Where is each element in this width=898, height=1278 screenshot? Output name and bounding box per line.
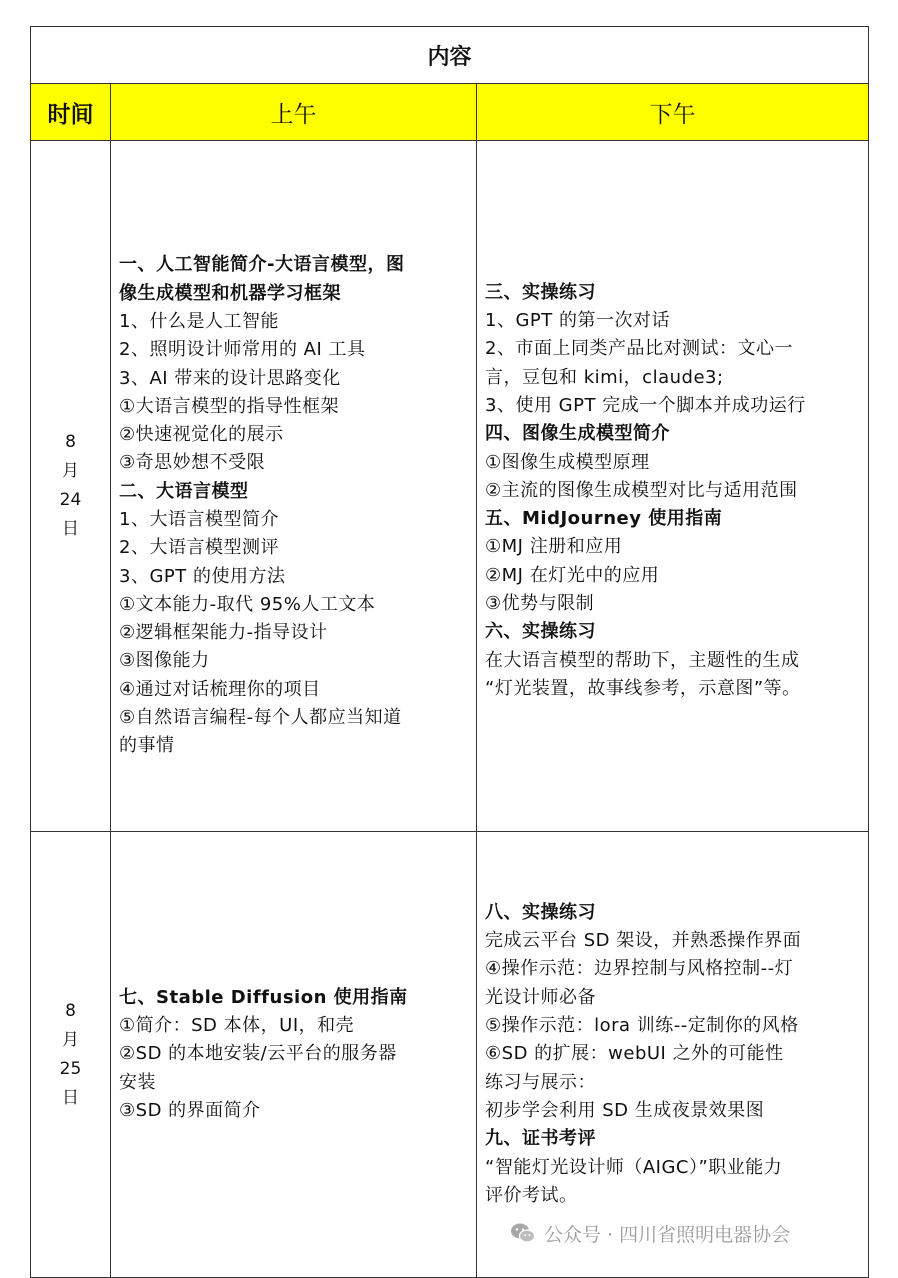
section-heading: 六、实操练习 — [485, 621, 596, 643]
header-morning: 上午 — [111, 84, 477, 141]
list-item: 2、照明设计师常用的 AI 工具 — [119, 339, 366, 361]
list-item: ④通过对话梳理你的项目 — [119, 678, 321, 700]
list-item: 初步学会利用 SD 生成夜景效果图 — [485, 1099, 765, 1121]
list-item: ②逻辑框架能力-指导设计 — [119, 622, 328, 644]
section-heading: 四、图像生成模型简介 — [485, 423, 670, 445]
list-item: 完成云平台 SD 架设，并熟悉操作界面 — [485, 930, 802, 952]
list-item: ①简介：SD 本体，UI，和壳 — [119, 1015, 355, 1037]
table-row — [31, 832, 869, 1278]
list-item: 的事情 — [119, 735, 175, 757]
list-item: 3、GPT 的使用方法 — [119, 565, 286, 587]
watermark — [510, 1218, 790, 1248]
list-item: 1、GPT 的第一次对话 — [485, 310, 670, 332]
date-cell — [31, 832, 111, 1278]
header-afternoon: 下午 — [477, 84, 869, 141]
section-heading: 七、Stable Diffusion 使用指南 — [119, 986, 408, 1008]
morning-content — [111, 832, 477, 1278]
list-item: 光设计师必备 — [485, 986, 596, 1008]
list-item: 3、使用 GPT 完成一个脚本并成功运行 — [485, 394, 806, 416]
date-month: 8 — [65, 1000, 76, 1021]
section-heading: 二、大语言模型 — [119, 480, 249, 502]
list-item: 练习与展示： — [485, 1071, 596, 1093]
date-day: 25 — [59, 1058, 82, 1079]
list-item: ③SD 的界面简介 — [119, 1099, 261, 1121]
morning-content — [111, 141, 477, 832]
list-item: ②快速视觉化的展示 — [119, 424, 284, 446]
section-heading: 三、实操练习 — [485, 281, 596, 303]
section-heading: 五、MidJourney 使用指南 — [485, 508, 723, 530]
section-heading: 八、实操练习 — [485, 901, 596, 923]
list-item: 2、大语言模型测评 — [119, 537, 279, 559]
header-time: 时间 — [31, 84, 111, 141]
list-item: 1、什么是人工智能 — [119, 310, 279, 332]
header-row — [31, 84, 869, 141]
list-item: ①图像生成模型原理 — [485, 451, 650, 473]
list-item: ②主流的图像生成模型对比与适用范围 — [485, 479, 798, 501]
table-title: 内容 — [31, 27, 869, 84]
watermark-text: 公众号 · 四川省照明电器协会 — [544, 1223, 791, 1246]
date-month: 8 — [65, 432, 76, 452]
date-day-unit: 日 — [62, 519, 79, 539]
date-day-unit: 日 — [62, 1087, 79, 1108]
date-cell — [31, 141, 111, 832]
list-item: 在大语言模型的帮助下，主题性的生成 — [485, 649, 800, 671]
list-item: ③优势与限制 — [485, 593, 595, 615]
list-item: “智能灯光设计师（AIGC）”职业能力 — [485, 1156, 783, 1178]
list-item: 安装 — [119, 1071, 156, 1093]
list-item: 3、AI 带来的设计思路变化 — [119, 367, 341, 389]
list-item: ①MJ 注册和应用 — [485, 536, 623, 558]
list-item: ⑤操作示范：lora 训练--定制你的风格 — [485, 1015, 799, 1037]
list-item: “灯光装置，故事线参考，示意图”等。 — [485, 677, 801, 699]
list-item: ②SD 的本地安装/云平台的服务器 — [119, 1043, 397, 1065]
list-item: 2、市面上同类产品比对测试：文心一 — [485, 338, 793, 360]
table-row — [31, 141, 869, 832]
list-item: ③奇思妙想不受限 — [119, 452, 266, 474]
list-item: 言，豆包和 kimi，claude3; — [485, 366, 724, 388]
schedule-table — [30, 26, 869, 1278]
list-item: ④操作示范：边界控制与风格控制--灯 — [485, 958, 794, 980]
list-item: ⑥SD 的扩展：webUI 之外的可能性 — [485, 1043, 784, 1065]
afternoon-content — [477, 832, 869, 1278]
afternoon-content — [477, 141, 869, 832]
list-item: ②MJ 在灯光中的应用 — [485, 564, 660, 586]
section-heading: 像生成模型和机器学习框架 — [119, 282, 341, 304]
list-item: 评价考试。 — [485, 1184, 578, 1206]
section-heading: 一、人工智能简介-大语言模型，图 — [119, 254, 405, 276]
list-item: ①文本能力-取代 95%人工文本 — [119, 593, 376, 615]
list-item: ①大语言模型的指导性框架 — [119, 395, 340, 417]
list-item: 1、大语言模型简介 — [119, 509, 279, 530]
wechat-icon — [510, 1220, 536, 1246]
list-item: ⑤自然语言编程-每个人都应当知道 — [119, 707, 402, 729]
date-day: 24 — [59, 490, 82, 510]
section-heading: 九、证书考评 — [485, 1128, 596, 1150]
date-month-unit: 月 — [62, 461, 79, 481]
date-month-unit: 月 — [62, 1029, 79, 1050]
list-item: ③图像能力 — [119, 650, 210, 672]
